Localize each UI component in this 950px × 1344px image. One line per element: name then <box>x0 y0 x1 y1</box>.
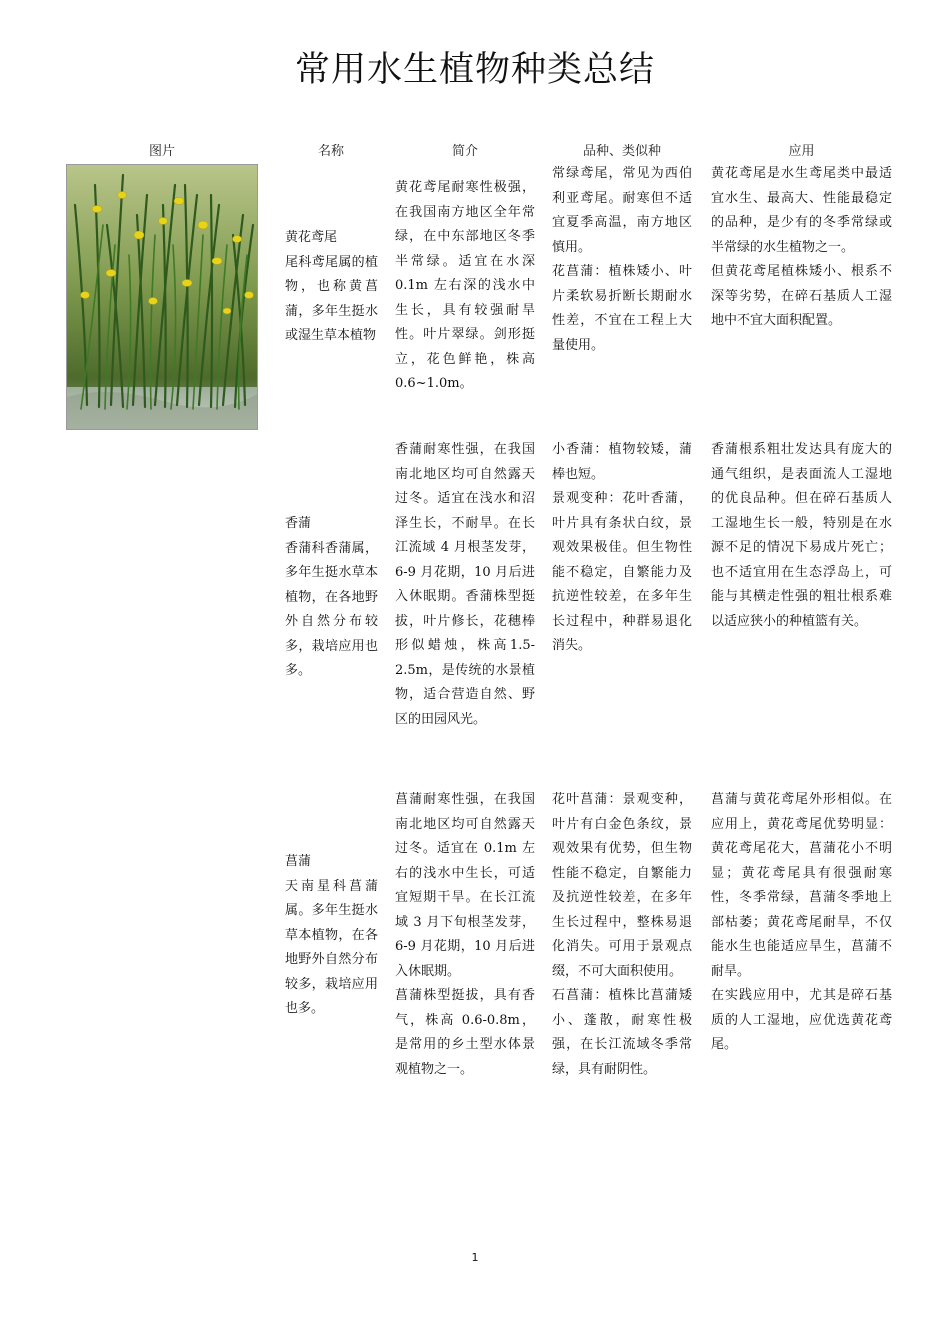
row3-application-p2: 在实践应用中，尤其是碎石基质的人工湿地，应优选黄花鸢尾。 <box>711 988 892 1052</box>
page-number: 1 <box>471 1251 479 1264</box>
row1-intro <box>395 176 535 397</box>
row1-varieties <box>552 162 692 358</box>
row3-varieties <box>552 788 692 1082</box>
row2-application-p1: 香蒲根系粗壮发达具有庞大的通气组织，是表面流人工湿地的优良品种。但在碎石基质人工湿地生长一般，特别是在水源不足的情况下易成片死亡；也不适宜用在生态浮岛上，可能与其横走性强的粗壮根系难以适应狭小的种植篮有关。 <box>711 442 892 629</box>
row1-intro-text: 黄花鸢尾耐寒性极强，在我国南方地区全年常绿，在中东部地区冬季半常绿。适宜在水深 0.1m 左右深的浅水中生长，具有较强耐旱性。叶片翠绿。剑形挺立，花色鲜艳，株高0.6~1.0m。 <box>395 180 535 391</box>
row3-intro-p2: 菖蒲株型挺拔，具有香气，株高 0.6-0.8m，是常用的乡土型水体景观植物之一。 <box>395 988 535 1077</box>
header-intro: 简介 <box>451 144 478 159</box>
row2-name-desc: 香蒲科香蒲属，多年生挺水草本植物，在各地野外自然分布较多，栽培应用也多。 <box>285 540 378 678</box>
row2-varieties <box>552 438 692 659</box>
row2-varieties-p1: 小香蒲：植物较矮，蒲棒也短。 <box>552 442 692 482</box>
header-varieties: 品种、类似种 <box>582 144 661 159</box>
row1-name-title: 黄花鸢尾 <box>285 230 338 245</box>
row2-intro-text: 香蒲耐寒性强，在我国南北地区均可自然露天过冬。适宜在浅水和沼泽生长，不耐旱。在长江流域 4 月根茎发芽，6-9 月花期，10 月后进入休眠期。香蒲株型挺拔，叶片修长，花穗棒形似蜡烛，株高1.5-2.5m，是传统的水景植物，适合营造自然、野区的田园风光。 <box>395 442 535 727</box>
header-name: 名称 <box>317 144 344 159</box>
row3-name-desc: 天南星科菖蒲属。多年生挺水草本植物，在各地野外自然分布较多，栽培应用也多。 <box>285 878 378 1016</box>
row3-application <box>711 788 892 1058</box>
row2-application <box>711 438 892 634</box>
row2-intro <box>395 438 535 732</box>
row3-intro-p1: 菖蒲耐寒性强，在我国南北地区均可自然露天过冬。适宜在 0.1m 左右的浅水中生长，可适宜短期干旱。在长江流域 3 月下旬根茎发芽，6-9 月花期，10 月后进入休眠期。 <box>395 792 535 979</box>
row3-intro <box>395 788 535 1082</box>
row1-application-p1: 黄花鸢尾是水生鸢尾类中最适宜水生、最高大、性能最稳定的品种，是少有的冬季常绿或半常绿的水生植物之一。 <box>711 166 892 255</box>
yellow-iris-photo <box>66 164 258 430</box>
row2-name <box>285 512 378 684</box>
row1-varieties-p2: 花菖蒲：植株矮小、叶片柔软易折断长期耐水性差，不宜在工程上大量使用。 <box>552 264 692 353</box>
iris-plant-image <box>67 165 258 430</box>
row1-name-desc: 尾科鸢尾属的植物，也称黄菖蒲，多年生挺水或湿生草本植物 <box>285 254 378 343</box>
row2-varieties-p2: 景观变种：花叶香蒲，叶片具有条状白纹，景观效果极佳。但生物性能不稳定，自繁能力及抗逆性较差，在多年生长过程中，种群易退化消失。 <box>552 491 692 653</box>
row1-application-p2: 但黄花鸢尾植株矮小、根系不深等劣势，在碎石基质人工湿地中不宜大面积配置。 <box>711 264 892 328</box>
row1-application <box>711 162 892 334</box>
row3-name-title: 菖蒲 <box>285 854 312 869</box>
row3-application-p1: 菖蒲与黄花鸢尾外形相似。在应用上，黄花鸢尾优势明显：黄花鸢尾花大，菖蒲花小不明显；黄花鸢尾具有很强耐寒性，冬季常绿，菖蒲冬季地上部枯萎；黄花鸢尾耐旱，不仅能水生也能适应旱生，菖蒲不耐旱。 <box>711 792 892 979</box>
header-picture: 图片 <box>148 144 175 159</box>
row3-name <box>285 850 378 1022</box>
page-title: 常用水生植物种类总结 <box>294 50 655 90</box>
row3-varieties-p1: 花叶菖蒲：景观变种，叶片有白金色条纹，景观效果有优势，但生物性能不稳定，自繁能力及抗逆性较差，在多年生长过程中，整株易退化消失。可用于景观点缀，不可大面积使用。 <box>552 792 692 979</box>
row1-name <box>285 226 378 349</box>
header-application: 应用 <box>788 144 815 159</box>
row1-varieties-p1: 常绿鸢尾，常见为西伯利亚鸢尾。耐寒但不适宜夏季高温，南方地区慎用。 <box>552 166 692 255</box>
row3-varieties-p2: 石菖蒲：植株比菖蒲矮小、蓬散，耐寒性极强，在长江流域冬季常绿，具有耐阴性。 <box>552 988 692 1077</box>
row2-name-title: 香蒲 <box>285 516 312 531</box>
